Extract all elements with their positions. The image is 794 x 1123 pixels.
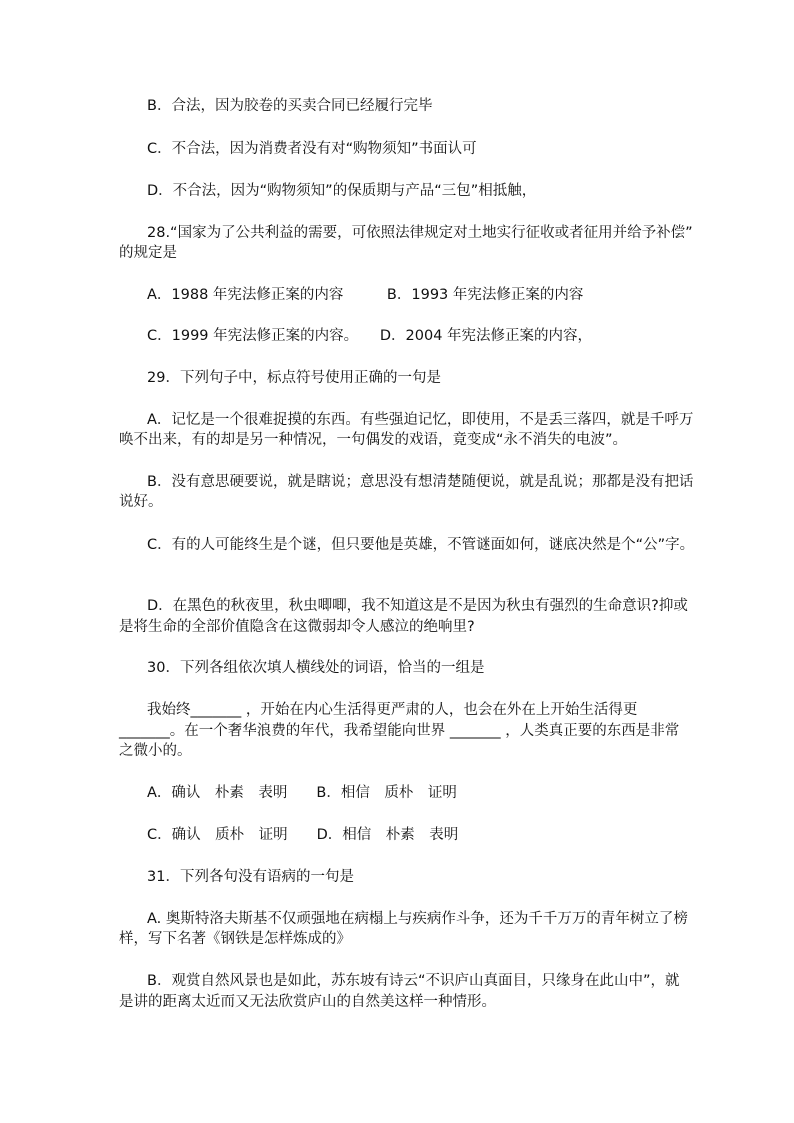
q29-option-b-line1: B．没有意思硬要说，就是瞎说；意思没有想清楚随便说，就是乱说；那都是没有把话 (147, 474, 694, 490)
q31-option-a-line2: 样，写下名著《钢铁是怎样炼成的》 (119, 931, 351, 947)
q27-option-b: B．合法，因为胶卷的买卖合同已经履行完毕 (147, 98, 433, 114)
q30-options-cd: C．确认 质朴 证明 D．相信 朴素 表明 (147, 827, 459, 843)
q29-option-d-line1: D．在黑色的秋夜里，秋虫唧唧，我不知道这是不是因为秋虫有强烈的生命意识?抑或 (147, 598, 688, 614)
q31-option-b-line2: 是讲的距离太近而又无法欣赏庐山的自然美这样一种情形。 (119, 994, 496, 1010)
q30-stem: 30．下列各组依次填人横线处的词语，恰当的一组是 (147, 660, 485, 676)
q31-option-b-line1: B．观赏自然风景也是如此，苏东坡有诗云“不识庐山真面目，只缘身在此山中”，就 (147, 973, 680, 989)
q29-option-d-line2: 是将生命的全部价值隐含在这微弱却令人感泣的绝响里? (119, 619, 475, 635)
q30-options-ab: A．确认 朴素 表明 B．相信 质朴 证明 (147, 785, 457, 801)
q29-option-b-line2: 说好。 (119, 494, 163, 510)
q30-passage-line2: _______。在一个奢华浪费的年代，我希望能向世界 _______ ，人类真正要的东西是非常 (119, 723, 680, 739)
q31-option-a-line1: A. 奥斯特洛夫斯基不仅顽强地在病榻上与疾病作斗争，还为千千万万的青年树立了榜 (147, 911, 688, 927)
q30-passage-line1: 我始终_______ ，开始在内心生活得更严肃的人，也会在外在上开始生活得更 (147, 702, 638, 718)
q27-option-c: C．不合法，因为消费者没有对“购物须知”书面认可 (147, 141, 477, 157)
q29-option-a-line2: 唤不出来，有的却是另一种情况，一句偶发的戏语，竟变成“永不消失的电波”。 (119, 432, 628, 448)
q29-option-a-line1: A．记忆是一个很难捉摸的东西。有些强迫记忆，即使用，不是丢三落四，就是千呼万 (147, 412, 694, 428)
q31-stem: 31．下列各句没有语病的一句是 (147, 869, 354, 885)
q28-stem-line2: 的规定是 (119, 245, 177, 261)
q27-option-d: D．不合法，因为“购物须知”的保质期与产品“三包”相抵触， (147, 183, 537, 199)
q28-stem-line1: 28.“国家为了公共利益的需要，可依照法律规定对土地实行征收或者征用并给予补偿” (147, 225, 693, 241)
q29-option-c: C．有的人可能终生是个谜，但只要他是英雄，不管谜面如何，谜底决然是个“公”字。 (147, 537, 695, 553)
q28-options-cd: C．1999 年宪法修正案的内容。 D．2004 年宪法修正案的内容， (147, 328, 593, 344)
q28-options-ab: A．1988 年宪法修正案的内容 B．1993 年宪法修正案的内容 (147, 287, 584, 303)
q29-stem: 29．下列句子中，标点符号使用正确的一句是 (147, 370, 441, 386)
q30-passage-line3: 之微小的。 (119, 743, 192, 759)
